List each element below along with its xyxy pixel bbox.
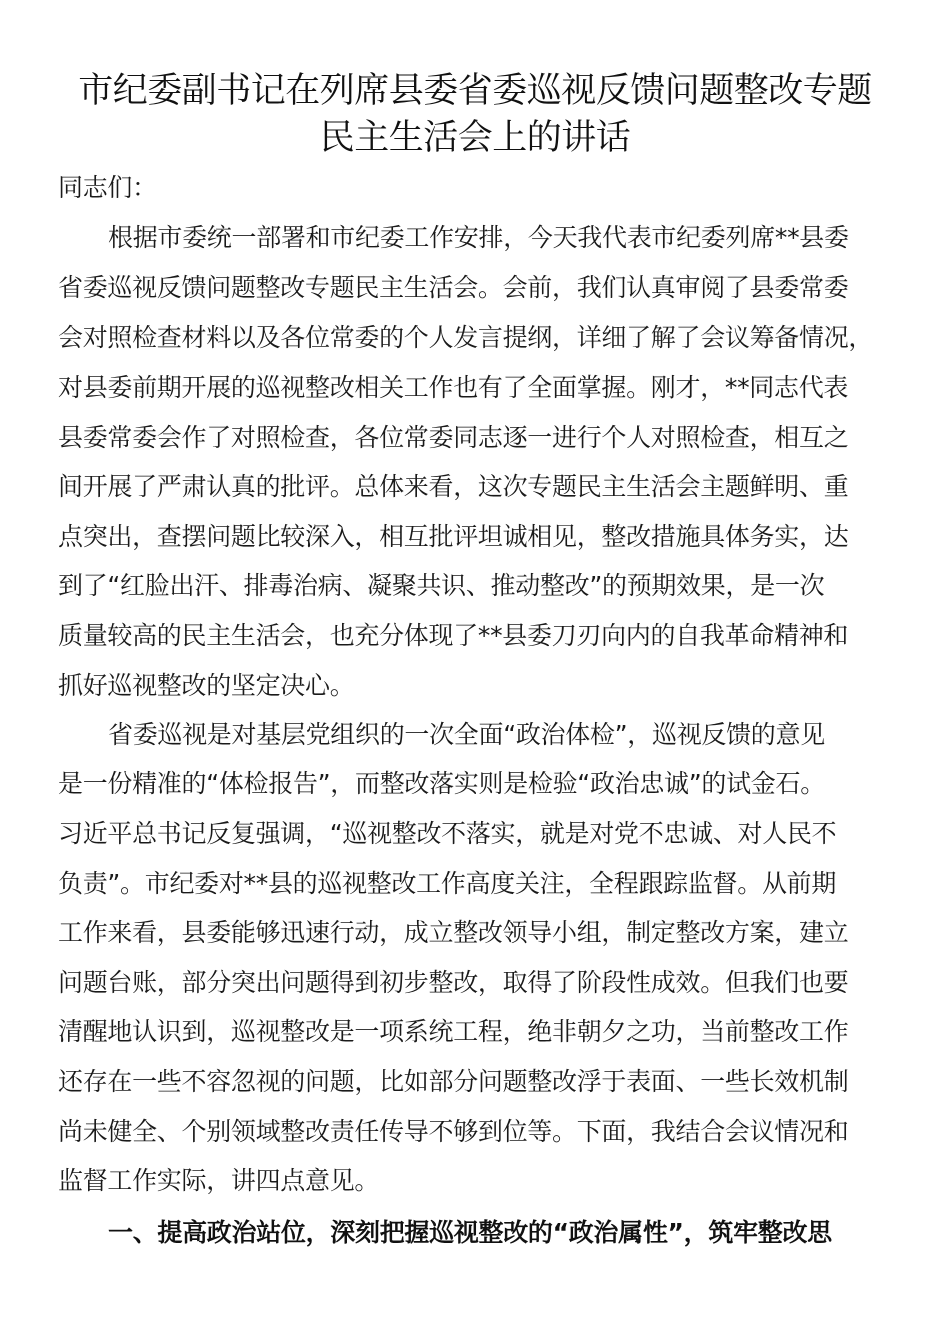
- paragraph-line: 监督工作实际，讲四点意见。: [58, 1166, 380, 1195]
- paragraph-line: 点突出，查摆问题比较深入，相互批评坦诚相见，整改措施具体务实，达: [58, 522, 849, 551]
- paragraph-line: 根据市委统一部署和市纪委工作安排，今天我代表市纪委列席**县委: [108, 223, 849, 252]
- paragraph-line: 到了“红脸出汗、排毒治病、凝聚共识、推动整改”的预期效果，是一次: [58, 571, 825, 600]
- paragraph-line: 负责”。市纪委对**县的巡视整改工作高度关注，全程跟踪监督。从前期: [58, 869, 837, 898]
- document-title-line-2: 民主生活会上的讲话: [319, 118, 631, 158]
- paragraph-line: 会对照检查材料以及各位常委的个人发言提纲，详细了解了会议筹备情况，: [58, 323, 874, 352]
- paragraph-line: 尚未健全、个别领域整改责任传导不够到位等。下面，我结合会议情况和: [58, 1117, 849, 1146]
- paragraph-line: 省委巡视是对基层党组织的一次全面“政治体检”，巡视反馈的意见: [108, 720, 825, 749]
- paragraph-line: 间开展了严肃认真的批评。总体来看，这次专题民主生活会主题鲜明、重: [58, 472, 849, 501]
- paragraph-line: 县委常委会作了对照检查，各位常委同志逐一进行个人对照检查，相互之: [58, 423, 849, 452]
- paragraph-line: 清醒地认识到，巡视整改是一项系统工程，绝非朝夕之功，当前整改工作: [58, 1017, 849, 1046]
- paragraph-line: 还存在一些不容忽视的问题，比如部分问题整改浮于表面、一些长效机制: [58, 1067, 849, 1096]
- paragraph-line: 习近平总书记反复强调，“巡视整改不落实，就是对党不忠诚、对人民不: [58, 819, 837, 848]
- paragraph-line: 抓好巡视整改的坚定决心。: [58, 671, 355, 700]
- paragraph-line: 对县委前期开展的巡视整改相关工作也有了全面掌握。刚才，**同志代表: [58, 373, 849, 402]
- document-title-line-1: 市纪委副书记在列席县委省委巡视反馈问题整改专题: [78, 71, 872, 111]
- paragraph-line: 质量较高的民主生活会，也充分体现了**县委刀刃向内的自我革命精神和: [58, 621, 849, 650]
- section-heading-1: 一、提高政治站位，深刻把握巡视整改的“政治属性”，筑牢整改思: [108, 1218, 832, 1247]
- paragraph-line: 问题台账，部分突出问题得到初步整改，取得了阶段性成效。但我们也要: [58, 968, 849, 997]
- paragraph-line: 省委巡视反馈问题整改专题民主生活会。会前，我们认真审阅了县委常委: [58, 273, 849, 302]
- paragraph-line: 是一份精准的“体检报告”，而整改落实则是检验“政治忠诚”的试金石。: [58, 769, 825, 798]
- paragraph-line: 工作来看，县委能够迅速行动，成立整改领导小组，制定整改方案，建立: [58, 918, 849, 947]
- salutation: 同志们：: [58, 173, 157, 202]
